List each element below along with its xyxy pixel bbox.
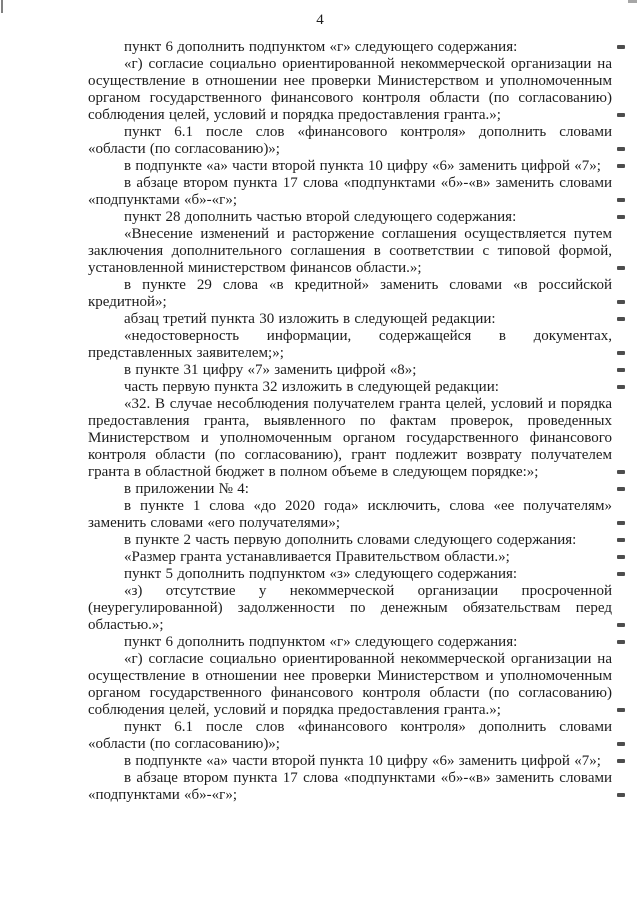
scan-artifact [617, 300, 625, 304]
paragraph: в подпункте «а» части второй пункта 10 цифру «6» заменить цифрой «7»; [124, 158, 601, 174]
scan-artifact [617, 368, 625, 372]
scan-artifact [617, 487, 625, 491]
paragraph: в абзаце втором пункта 17 слова «подпунктами «б»-«в» заменить словами «подпунктами «б»-«г»; [88, 770, 612, 803]
scan-artifact [617, 470, 625, 474]
paragraph: в абзаце втором пункта 17 слова «подпунктами «б»-«в» заменить словами «подпунктами «б»-«г»; [88, 175, 612, 208]
paragraph: «з) отсутствие у некоммерческой организации просроченной (неурегулированной) задолженности по денежным обязательствам перед областью.»; [88, 583, 612, 633]
scan-artifact [617, 640, 625, 644]
scan-artifact [617, 317, 625, 321]
scan-artifact [617, 198, 625, 202]
scan-artifact [617, 385, 625, 389]
scan-artifact [617, 45, 625, 49]
scan-artifact [617, 759, 625, 763]
scan-artifact [617, 742, 625, 746]
paragraph: пункт 6.1 после слов «финансового контроля» дополнить словами «области (по согласованию)»; [88, 124, 612, 157]
paragraph: в пункте 29 слова «в кредитной» заменить словами «в российской кредитной»; [88, 277, 612, 310]
scan-artifact [617, 572, 625, 576]
scan-artifact [617, 266, 625, 270]
paragraph: пункт 5 дополнить подпунктом «з» следующего содержания: [124, 566, 518, 582]
scan-artifact [617, 708, 625, 712]
paragraph: в пункте 31 цифру «7» заменить цифрой «8»; [124, 362, 417, 378]
paragraph: пункт 28 дополнить частью второй следующего содержания: [124, 209, 517, 225]
paragraph: в пункте 1 слова «до 2020 года» исключить, слова «ее получателям» заменить словами «его получателями»; [88, 498, 612, 531]
document-body [88, 39, 612, 804]
scan-artifact [617, 351, 625, 355]
paragraph: «г) согласие социально ориентированной некоммерческой организации на осуществление в отношении нее проверки Министерством и уполномоченным органом государственного финансового контроля области (по согласованию) соблюдения целей, условий и порядка предоставления гранта.»; [88, 651, 612, 718]
scan-artifact [628, 0, 637, 3]
scan-artifact [617, 215, 625, 219]
paragraph: «недостоверность информации, содержащейся в документах, представленных заявителем;»; [88, 328, 612, 361]
paragraph: «г) согласие социально ориентированной некоммерческой организации на осуществление в отношении нее проверки Министерством и уполномоченным органом государственного финансового контроля области (по согласованию) соблюдения целей, условий и порядка предоставления гранта.»; [88, 56, 612, 123]
paragraph: в пункте 2 часть первую дополнить словами следующего содержания: [124, 532, 577, 548]
scan-artifact [617, 113, 625, 117]
paragraph: «32. В случае несоблюдения получателем гранта целей, условий и порядка предоставления гранта, выявленного по фактам проверок, проведенных Министерством и уполномоченным органом государственного финансового контроля области (по согласованию), грант подлежит возврату получателем гранта в областной бюджет в полном объеме в следующем порядке:»; [88, 396, 612, 480]
paragraph: пункт 6 дополнить подпунктом «г» следующего содержания: [124, 634, 518, 650]
paragraph: абзац третий пункта 30 изложить в следующей редакции: [124, 311, 496, 327]
scan-artifact [617, 164, 625, 168]
scan-artifact [617, 521, 625, 525]
page-number: 4 [316, 12, 324, 28]
scan-artifact [617, 538, 625, 542]
paragraph: «Внесение изменений и расторжение соглашения осуществляется путем заключения дополнительного соглашения в соответствии с типовой формой, установленной министерством финансов области.»; [88, 226, 612, 276]
paragraph: в приложении № 4: [124, 481, 249, 497]
paragraph: пункт 6 дополнить подпунктом «г» следующего содержания: [124, 39, 518, 55]
scan-artifact [617, 793, 625, 797]
paragraph: «Размер гранта устанавливается Правительством области.»; [124, 549, 510, 565]
scan-artifact [617, 147, 625, 151]
paragraph: пункт 6.1 после слов «финансового контроля» дополнить словами «области (по согласованию)»; [88, 719, 612, 752]
scan-artifact [617, 555, 625, 559]
paragraph: в подпункте «а» части второй пункта 10 цифру «6» заменить цифрой «7»; [124, 753, 601, 769]
scan-artifact [617, 623, 625, 627]
paragraph: часть первую пункта 32 изложить в следующей редакции: [124, 379, 499, 395]
